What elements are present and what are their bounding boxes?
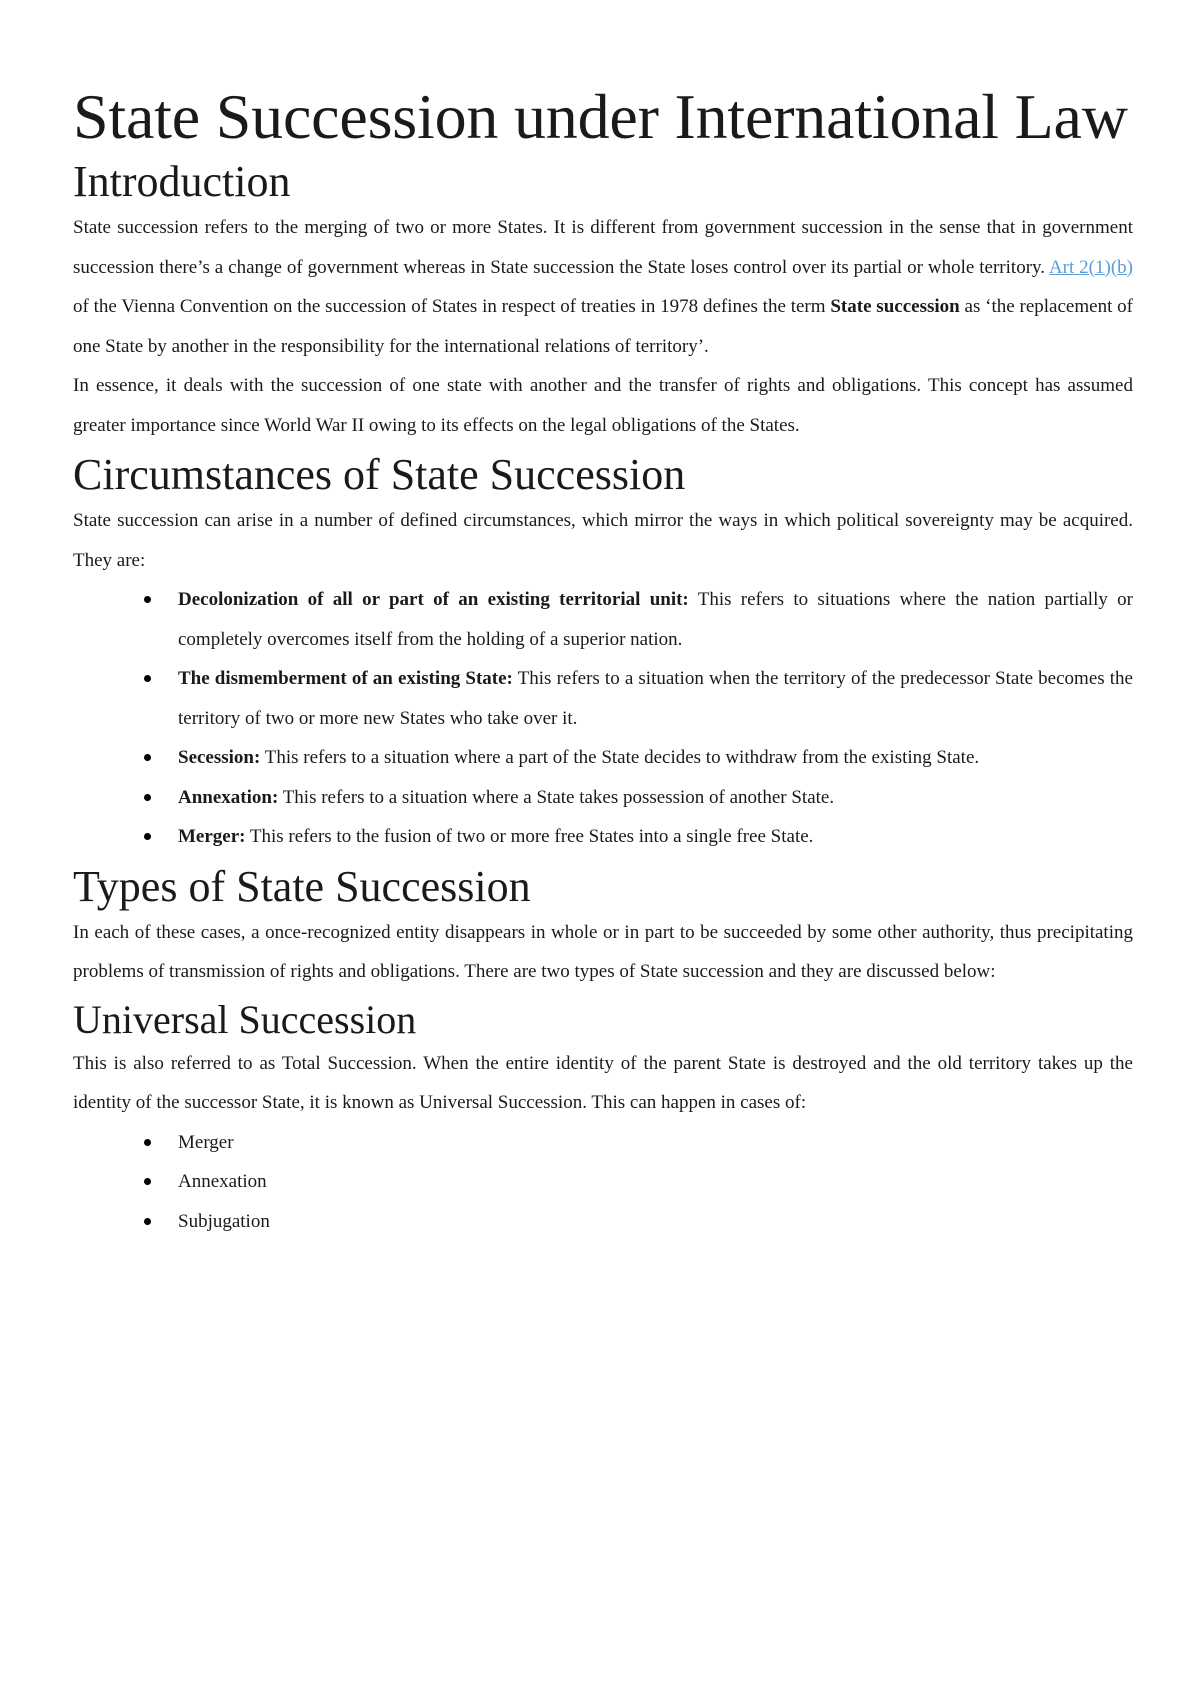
list-item-text: This refers to a situation when the territory of the predecessor State becomes the territory of two or more new States who take over it. bbox=[178, 668, 1133, 729]
list-item-text: This refers to the fusion of two or more free States into a single free State. bbox=[245, 826, 814, 847]
list-item: Merger bbox=[178, 1123, 1133, 1163]
intro-text-end: as ‘the replacement of one State by another in the responsibility for the international relations of territory’. bbox=[73, 296, 1133, 357]
list-item: Annexation bbox=[178, 1162, 1133, 1202]
universal-list bbox=[73, 1123, 1133, 1242]
universal-paragraph: This is also referred to as Total Succession. When the entire identity of the parent State is destroyed and the old territory takes up the identity of the successor State, it is known as Universal Succession. This can happen in cases of: bbox=[73, 1052, 1133, 1113]
bold-term: State succession bbox=[830, 296, 960, 317]
circumstances-intro: State succession can arise in a number of defined circumstances, which mirror the ways in which political sovereignty may be acquired. They are: bbox=[73, 510, 1133, 571]
section-heading-types: Types of State Succession bbox=[73, 861, 531, 911]
list-item-text: This refers to a situation where a State takes possession of another State. bbox=[278, 786, 835, 808]
intro-paragraph-1 bbox=[73, 208, 1133, 366]
section-heading-circumstances: Circumstances of State Succession bbox=[73, 450, 686, 499]
list-item-term: The dismemberment of an existing State: bbox=[178, 668, 513, 689]
document-title: State Succession under International Law bbox=[73, 81, 1128, 152]
intro-paragraph-2: In essence, it deals with the succession of one state with another and the transfer of rights and obligations. This concept has assumed greater importance since World War II owing to its effects on the legal obligations of the States. bbox=[73, 375, 1133, 436]
list-item: Subjugation bbox=[178, 1202, 1133, 1242]
article-link[interactable]: Art 2(1)(b) bbox=[1048, 256, 1133, 278]
section-heading-introduction: Introduction bbox=[73, 157, 291, 206]
list-item bbox=[178, 738, 1133, 778]
list-item bbox=[178, 659, 1133, 738]
types-intro: In each of these cases, a once-recognized entity disappears in whole or in part to be succeeded by some other authority, thus precipitating problems of transmission of rights and obligations. There are two types of State succession and they are discussed below: bbox=[73, 921, 1133, 982]
intro-text-after-link: of the Vienna Convention on the succession of States in respect of treaties in 1978 defines the term bbox=[73, 296, 831, 317]
list-item-term: Decolonization of all or part of an existing territorial unit: bbox=[178, 589, 689, 610]
list-item-term: Merger: bbox=[178, 826, 246, 847]
list-item-text: This refers to situations where the nation partially or completely overcomes itself from the holding of a superior nation. bbox=[178, 589, 1133, 650]
list-item bbox=[178, 778, 1133, 818]
list-item-term: Annexation: bbox=[178, 786, 279, 808]
subsection-heading-universal: Universal Succession bbox=[73, 996, 417, 1042]
intro-text-before-link: State succession refers to the merging of two or more States. It is different from government succession in the sense that in government succession there’s a change of government whereas in State succession the State loses control over its partial or whole territory. bbox=[73, 217, 1133, 278]
list-item-text: This refers to a situation where a part of the State decides to withdraw from the existing State. bbox=[260, 747, 980, 768]
list-item bbox=[178, 580, 1133, 659]
list-item bbox=[178, 817, 1133, 857]
circumstances-list bbox=[73, 580, 1133, 857]
list-item-term: Secession: bbox=[178, 747, 261, 768]
